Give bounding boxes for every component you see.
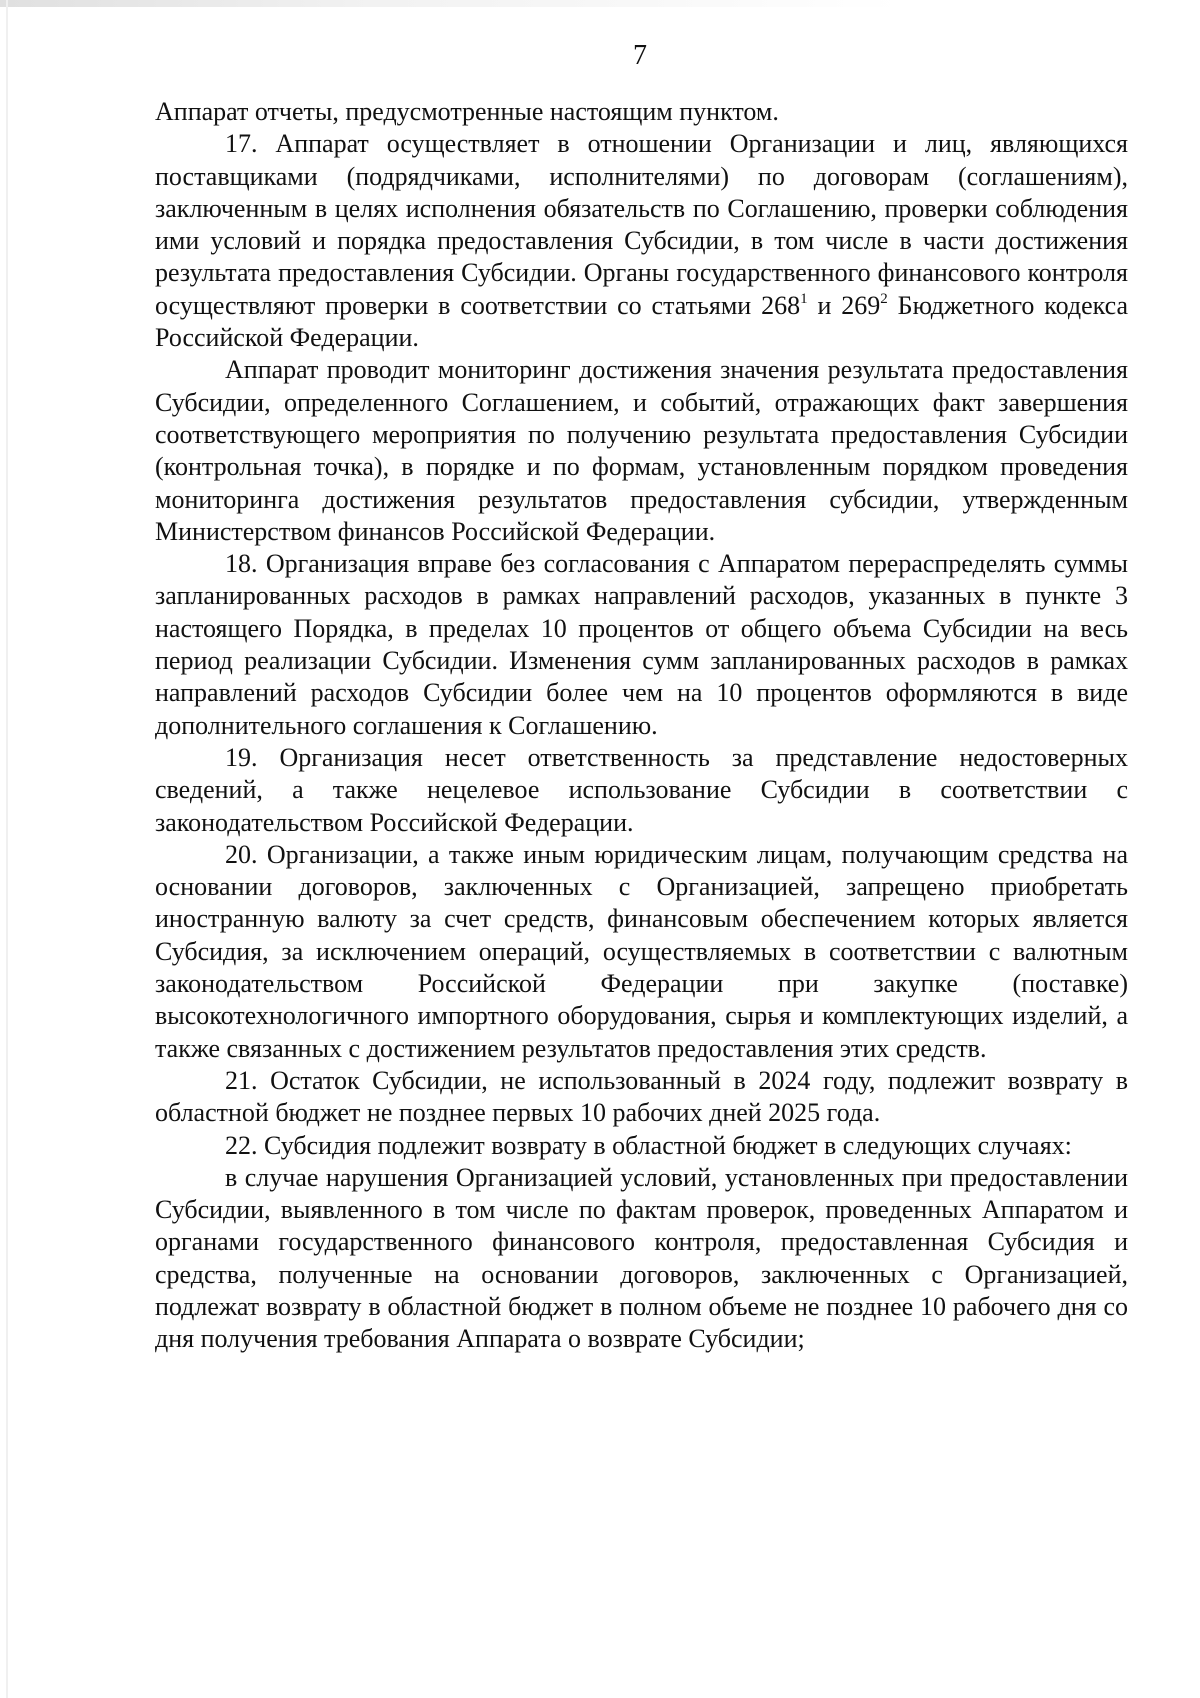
paragraph [155, 1130, 1128, 1162]
paragraph-text: Аппарат проводит мониторинг достижения значения результата предоставления Субсидии, определенного Соглашением, и событий, отражающих факт завершения соответствующего мероприятия по получению результата предоставления Субсидии (контрольная точка), в порядке и по формам, установленным порядком проведения мониторинга достижения результатов предоставления субсидии, утвержденным Министерством финансов Российской Федерации. [155, 355, 1128, 546]
page-number: 7 [633, 40, 647, 71]
scan-edge-top [0, 0, 900, 7]
paragraph-text: 21. Остаток Субсидии, не использованный в 2024 году, подлежит возврату в областной бюджет не позднее первых 10 рабочих дней 2025 года. [155, 1065, 1128, 1128]
paragraph-text: и 269 [807, 290, 881, 320]
paragraph [155, 354, 1128, 548]
document-body [155, 96, 1128, 1356]
paragraph-text: в случае нарушения Организацией условий, установленных при предоставлении Субсидии, выявленного в том числе по фактам проверок, проведенных Аппаратом и органами государственного финансового контроля, предоставленная Субсидия и средства, полученные на основании договоров, заключенных с Организацией, подлежат возврату в областной бюджет в полном объеме не позднее 10 рабочего дня со дня получения требования Аппарата о возврате Субсидии; [155, 1162, 1128, 1354]
paragraph-text: Аппарат отчеты, предусмотренные настоящим пунктом. [155, 97, 779, 126]
paragraph [155, 96, 1128, 128]
paragraph-text: 22. Субсидия подлежит возврату в областной бюджет в следующих случаях: [225, 1130, 1072, 1160]
paragraph [155, 548, 1128, 742]
scan-edge-left [6, 0, 8, 1698]
paragraph [155, 128, 1128, 354]
paragraph-text: 19. Организация несет ответственность за представление недостоверных сведений, а также нецелевое использование Субсидии в соответствии с законодательством Российской Федерации. [155, 742, 1128, 837]
paragraph-text: 20. Организации, а также иным юридическим лицам, получающим средства на основании договоров, заключенных с Организацией, запрещено приобретать иностранную валюту за счет средств, финансовым обеспечением которых является Субсидия, за исключением операций, осуществляемых в соответствии с валютным законодательством Российской Федерации при закупке (поставке) высокотехнологичного импортного оборудования, сырья и комплектующих изделий, а также связанных с достижением результатов предоставления этих средств. [155, 839, 1128, 1063]
superscript: 2 [880, 290, 888, 307]
paragraph [155, 742, 1128, 839]
paragraph [155, 1065, 1128, 1130]
paragraph-text: Бюджетного кодекса Российской Федерации. [155, 290, 1129, 353]
superscript: 1 [800, 290, 808, 307]
paragraph-text: 17. Аппарат осуществляет в отношении Организации и лиц, являющихся поставщиками (подрядчиками, исполнителями) по договорам (соглашениям), заключенным в целях исполнения обязательств по Соглашению, проверки соблюдения ими условий и порядка предоставления Субсидии, в том числе в части достижения результата предоставления Субсидии. Органы государственного финансового контроля осуществляют проверки в соответствии со статьями 268 [155, 129, 1128, 320]
paragraph [155, 1162, 1128, 1356]
paragraph-text: 18. Организация вправе без согласования с Аппаратом перераспределять суммы запланированных расходов в рамках направлений расходов, указанных в пункте 3 настоящего Порядка, в пределах 10 процентов от общего объема Субсидии на весь период реализации Субсидии. Изменения сумм запланированных расходов в рамках направлений расходов Субсидии более чем на 10 процентов оформляются в виде дополнительного соглашения к Соглашению. [155, 549, 1128, 740]
paragraph [155, 839, 1128, 1065]
